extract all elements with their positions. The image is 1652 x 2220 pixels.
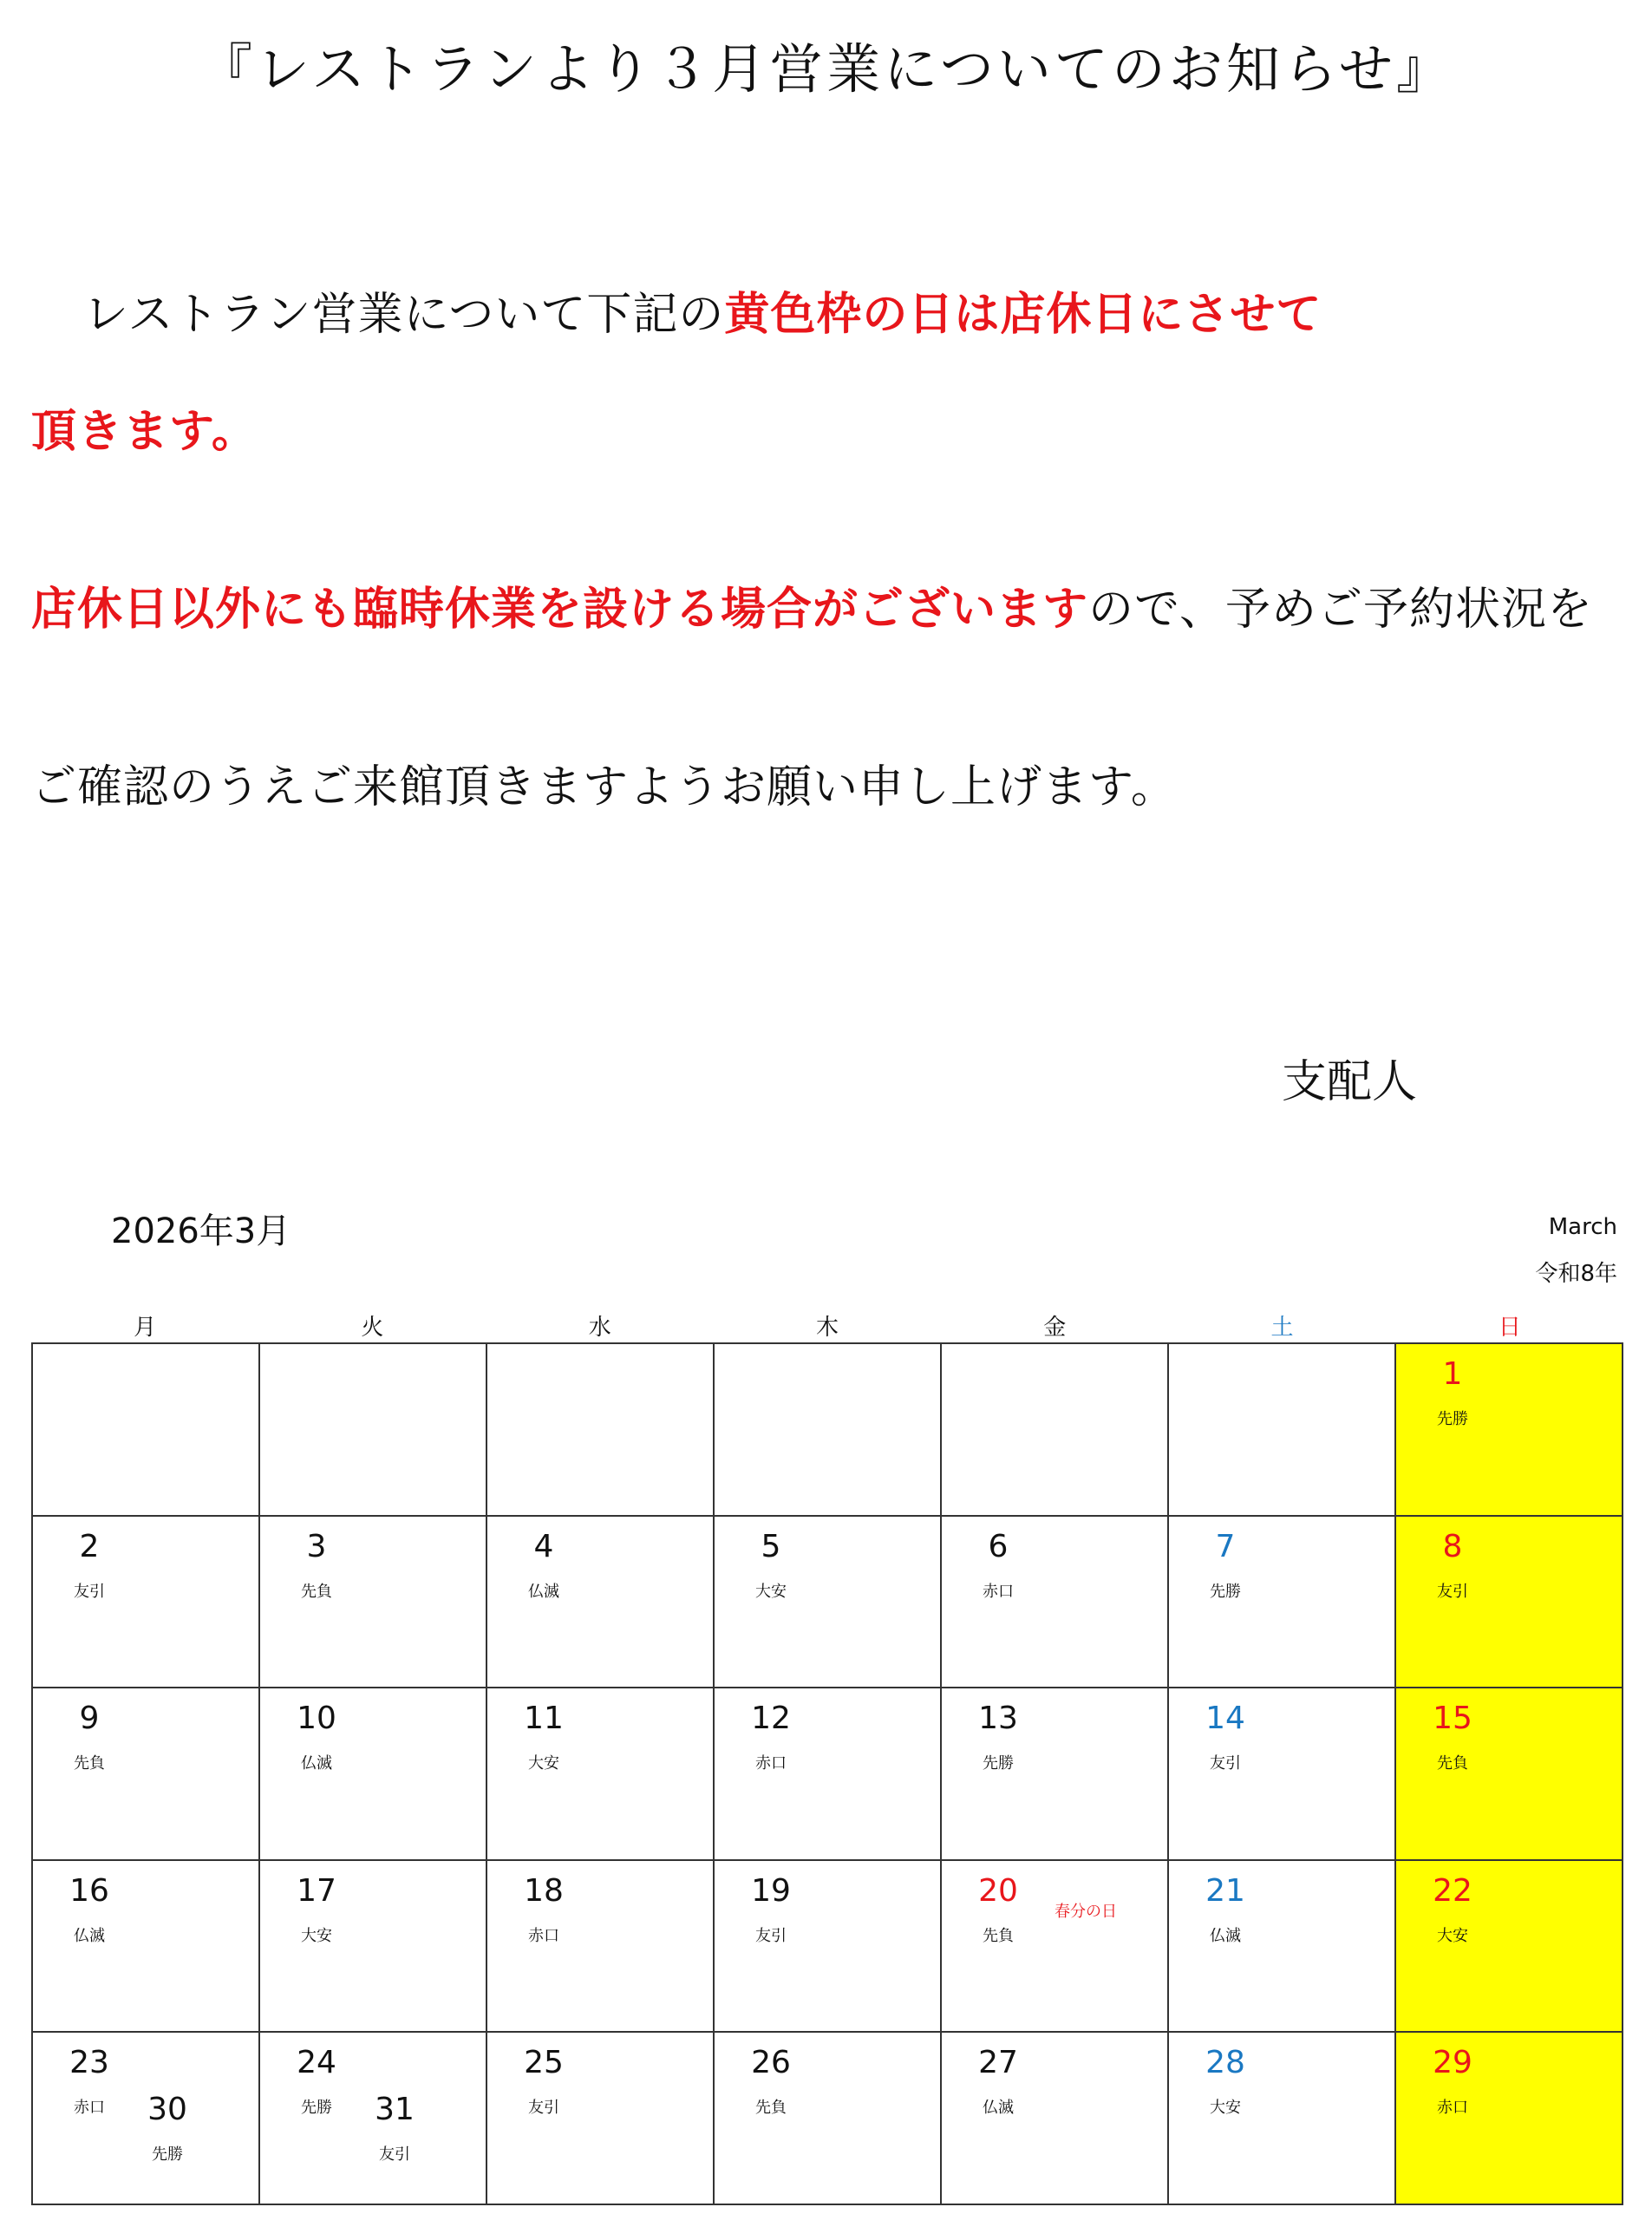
day-number: 18 (524, 1872, 564, 1909)
calendar-era: 令和8年 (1535, 1261, 1617, 1287)
rokuyo-label: 友引 (379, 2145, 410, 2164)
rokuyo-label: 先負 (1437, 1754, 1468, 1773)
calendar-day-cell (260, 1344, 487, 1517)
calendar-day-cell (942, 1517, 1169, 1689)
notice-line-2 (31, 395, 258, 460)
rokuyo-label: 友引 (755, 1926, 787, 1945)
rokuyo-label: 大安 (1437, 1926, 1468, 1945)
rokuyo-label: 大安 (528, 1754, 559, 1773)
calendar-day-cell (260, 2033, 487, 2205)
day-number: 26 (751, 2045, 791, 2081)
line1-red: 黄色枠の日は店休日にさせて (724, 289, 1322, 341)
day-number: 16 (69, 1872, 109, 1909)
calendar-day-cell (942, 1861, 1169, 2034)
rokuyo-label: 先勝 (983, 1754, 1014, 1773)
calendar-day-cell (33, 1517, 260, 1689)
calendar-day-cell (260, 1517, 487, 1689)
day-number: 24 (297, 2045, 336, 2081)
calendar-day-cell (942, 2033, 1169, 2205)
signature: 支配人 (1282, 1056, 1418, 1108)
calendar-day-cell (487, 1344, 715, 1517)
day-number: 13 (978, 1701, 1018, 1737)
calendar-day-cell (487, 1517, 715, 1689)
calendar-day-cell (715, 1688, 942, 1861)
weekday-thu: 木 (815, 1315, 839, 1341)
calendar-day-cell (1169, 2033, 1396, 2205)
calendar-day-cell (1396, 2033, 1623, 2205)
notice-line-3 (31, 572, 1593, 637)
rokuyo-label: 友引 (528, 2099, 559, 2118)
line3-red: 店休日以外にも臨時休業を設ける場合がございます (31, 584, 1089, 636)
calendar-day-cell (1169, 1517, 1396, 1689)
rokuyo-label: 先勝 (1210, 1582, 1241, 1601)
rokuyo-label: 先勝 (1437, 1410, 1468, 1428)
day-number: 4 (533, 1528, 554, 1564)
rokuyo-label: 大安 (755, 1582, 787, 1601)
calendar-day-cell (942, 1344, 1169, 1517)
calendar-day-cell (715, 1517, 942, 1689)
weekday-wed: 水 (588, 1315, 611, 1341)
calendar-day-cell (260, 1861, 487, 2034)
day-number: 2 (79, 1528, 100, 1564)
calendar-day-cell (715, 1861, 942, 2034)
rokuyo-label: 赤口 (74, 2099, 105, 2118)
calendar-day-cell (33, 2033, 260, 2205)
rokuyo-label: 友引 (74, 1582, 105, 1601)
day-number: 6 (988, 1528, 1009, 1564)
calendar-day-cell (33, 1861, 260, 2034)
calendar-day-cell (1169, 1688, 1396, 1861)
notice-title: 『レストランより３月営業についてのお知らせ』 (198, 37, 1454, 101)
rokuyo-label: 先負 (301, 1582, 332, 1601)
calendar-day-cell (487, 1861, 715, 2034)
line1-plain: レストラン営業について下記の (83, 289, 725, 341)
rokuyo-label: 赤口 (983, 1582, 1014, 1601)
day-number: 7 (1215, 1528, 1236, 1564)
notice-line-1 (31, 278, 1322, 343)
holiday-name: 春分の日 (1055, 1902, 1117, 1921)
day-number: 17 (297, 1872, 336, 1909)
rokuyo-label: 友引 (1210, 1754, 1241, 1773)
day-number: 20 (978, 1872, 1018, 1909)
rokuyo-label: 先負 (74, 1754, 105, 1773)
day-number: 28 (1205, 2045, 1245, 2081)
day-number: 3 (306, 1528, 327, 1564)
day-number: 1 (1442, 1356, 1463, 1392)
day-number: 23 (69, 2045, 109, 2081)
day-number: 27 (978, 2045, 1018, 2081)
calendar-day-cell (942, 1688, 1169, 1861)
calendar-day-cell (1396, 1688, 1623, 1861)
rokuyo-label: 大安 (301, 1926, 332, 1945)
rokuyo-label: 仏滅 (528, 1582, 559, 1601)
day-number: 15 (1433, 1701, 1472, 1737)
rokuyo-label: 先負 (983, 1926, 1014, 1945)
day-number: 10 (297, 1701, 336, 1737)
rokuyo-label: 赤口 (1437, 2099, 1468, 2118)
day-number: 5 (761, 1528, 781, 1564)
calendar-day-cell (33, 1344, 260, 1517)
line4-plain: ご確認のうえご来館頂きますようお願い申し上げます。 (31, 761, 1177, 813)
calendar-title: 2026年3月 (111, 1211, 291, 1251)
notice-line-4 (31, 750, 1177, 815)
rokuyo-label: 仏滅 (1210, 1926, 1241, 1945)
calendar-day-cell (33, 1688, 260, 1861)
day-number: 12 (751, 1701, 791, 1737)
weekday-sun: 日 (1498, 1315, 1521, 1341)
rokuyo-label: 先負 (755, 2099, 787, 2118)
day-number: 25 (524, 2045, 564, 2081)
weekday-fri: 金 (1043, 1315, 1067, 1341)
rokuyo-label: 仏滅 (74, 1926, 105, 1945)
rokuyo-label: 仏滅 (983, 2099, 1014, 2118)
rokuyo-label: 仏滅 (301, 1754, 332, 1773)
day-number: 31 (375, 2092, 415, 2128)
rokuyo-label: 先勝 (152, 2145, 183, 2164)
calendar-day-cell (487, 2033, 715, 2205)
calendar-day-cell (1396, 1517, 1623, 1689)
calendar-grid (31, 1342, 1623, 2205)
rokuyo-label: 赤口 (528, 1926, 559, 1945)
day-number: 9 (79, 1701, 100, 1737)
calendar-month-en: March (1548, 1214, 1617, 1240)
weekday-sat: 土 (1270, 1315, 1294, 1341)
weekday-header (31, 1309, 1623, 1342)
day-number: 29 (1433, 2045, 1472, 2081)
line2-red: 頂きます。 (31, 406, 258, 458)
calendar-day-cell (1169, 1861, 1396, 2034)
calendar-day-cell (487, 1688, 715, 1861)
day-number: 22 (1433, 1872, 1472, 1909)
calendar-day-cell (1169, 1344, 1396, 1517)
day-number: 19 (751, 1872, 791, 1909)
calendar-day-cell (715, 1344, 942, 1517)
line3-plain: ので、予めご予約状況を (1088, 584, 1593, 636)
calendar-day-cell (1396, 1861, 1623, 2034)
day-number: 14 (1205, 1701, 1245, 1737)
calendar-day-cell (260, 1688, 487, 1861)
rokuyo-label: 赤口 (755, 1754, 787, 1773)
day-number: 8 (1442, 1528, 1463, 1564)
day-number: 30 (147, 2092, 187, 2128)
day-number: 21 (1205, 1872, 1245, 1909)
weekday-mon: 月 (134, 1315, 157, 1341)
calendar-day-cell (715, 2033, 942, 2205)
day-number: 11 (524, 1701, 564, 1737)
calendar-day-cell (1396, 1344, 1623, 1517)
rokuyo-label: 友引 (1437, 1582, 1468, 1601)
rokuyo-label: 大安 (1210, 2099, 1241, 2118)
weekday-tue: 火 (361, 1315, 384, 1341)
rokuyo-label: 先勝 (301, 2099, 332, 2118)
